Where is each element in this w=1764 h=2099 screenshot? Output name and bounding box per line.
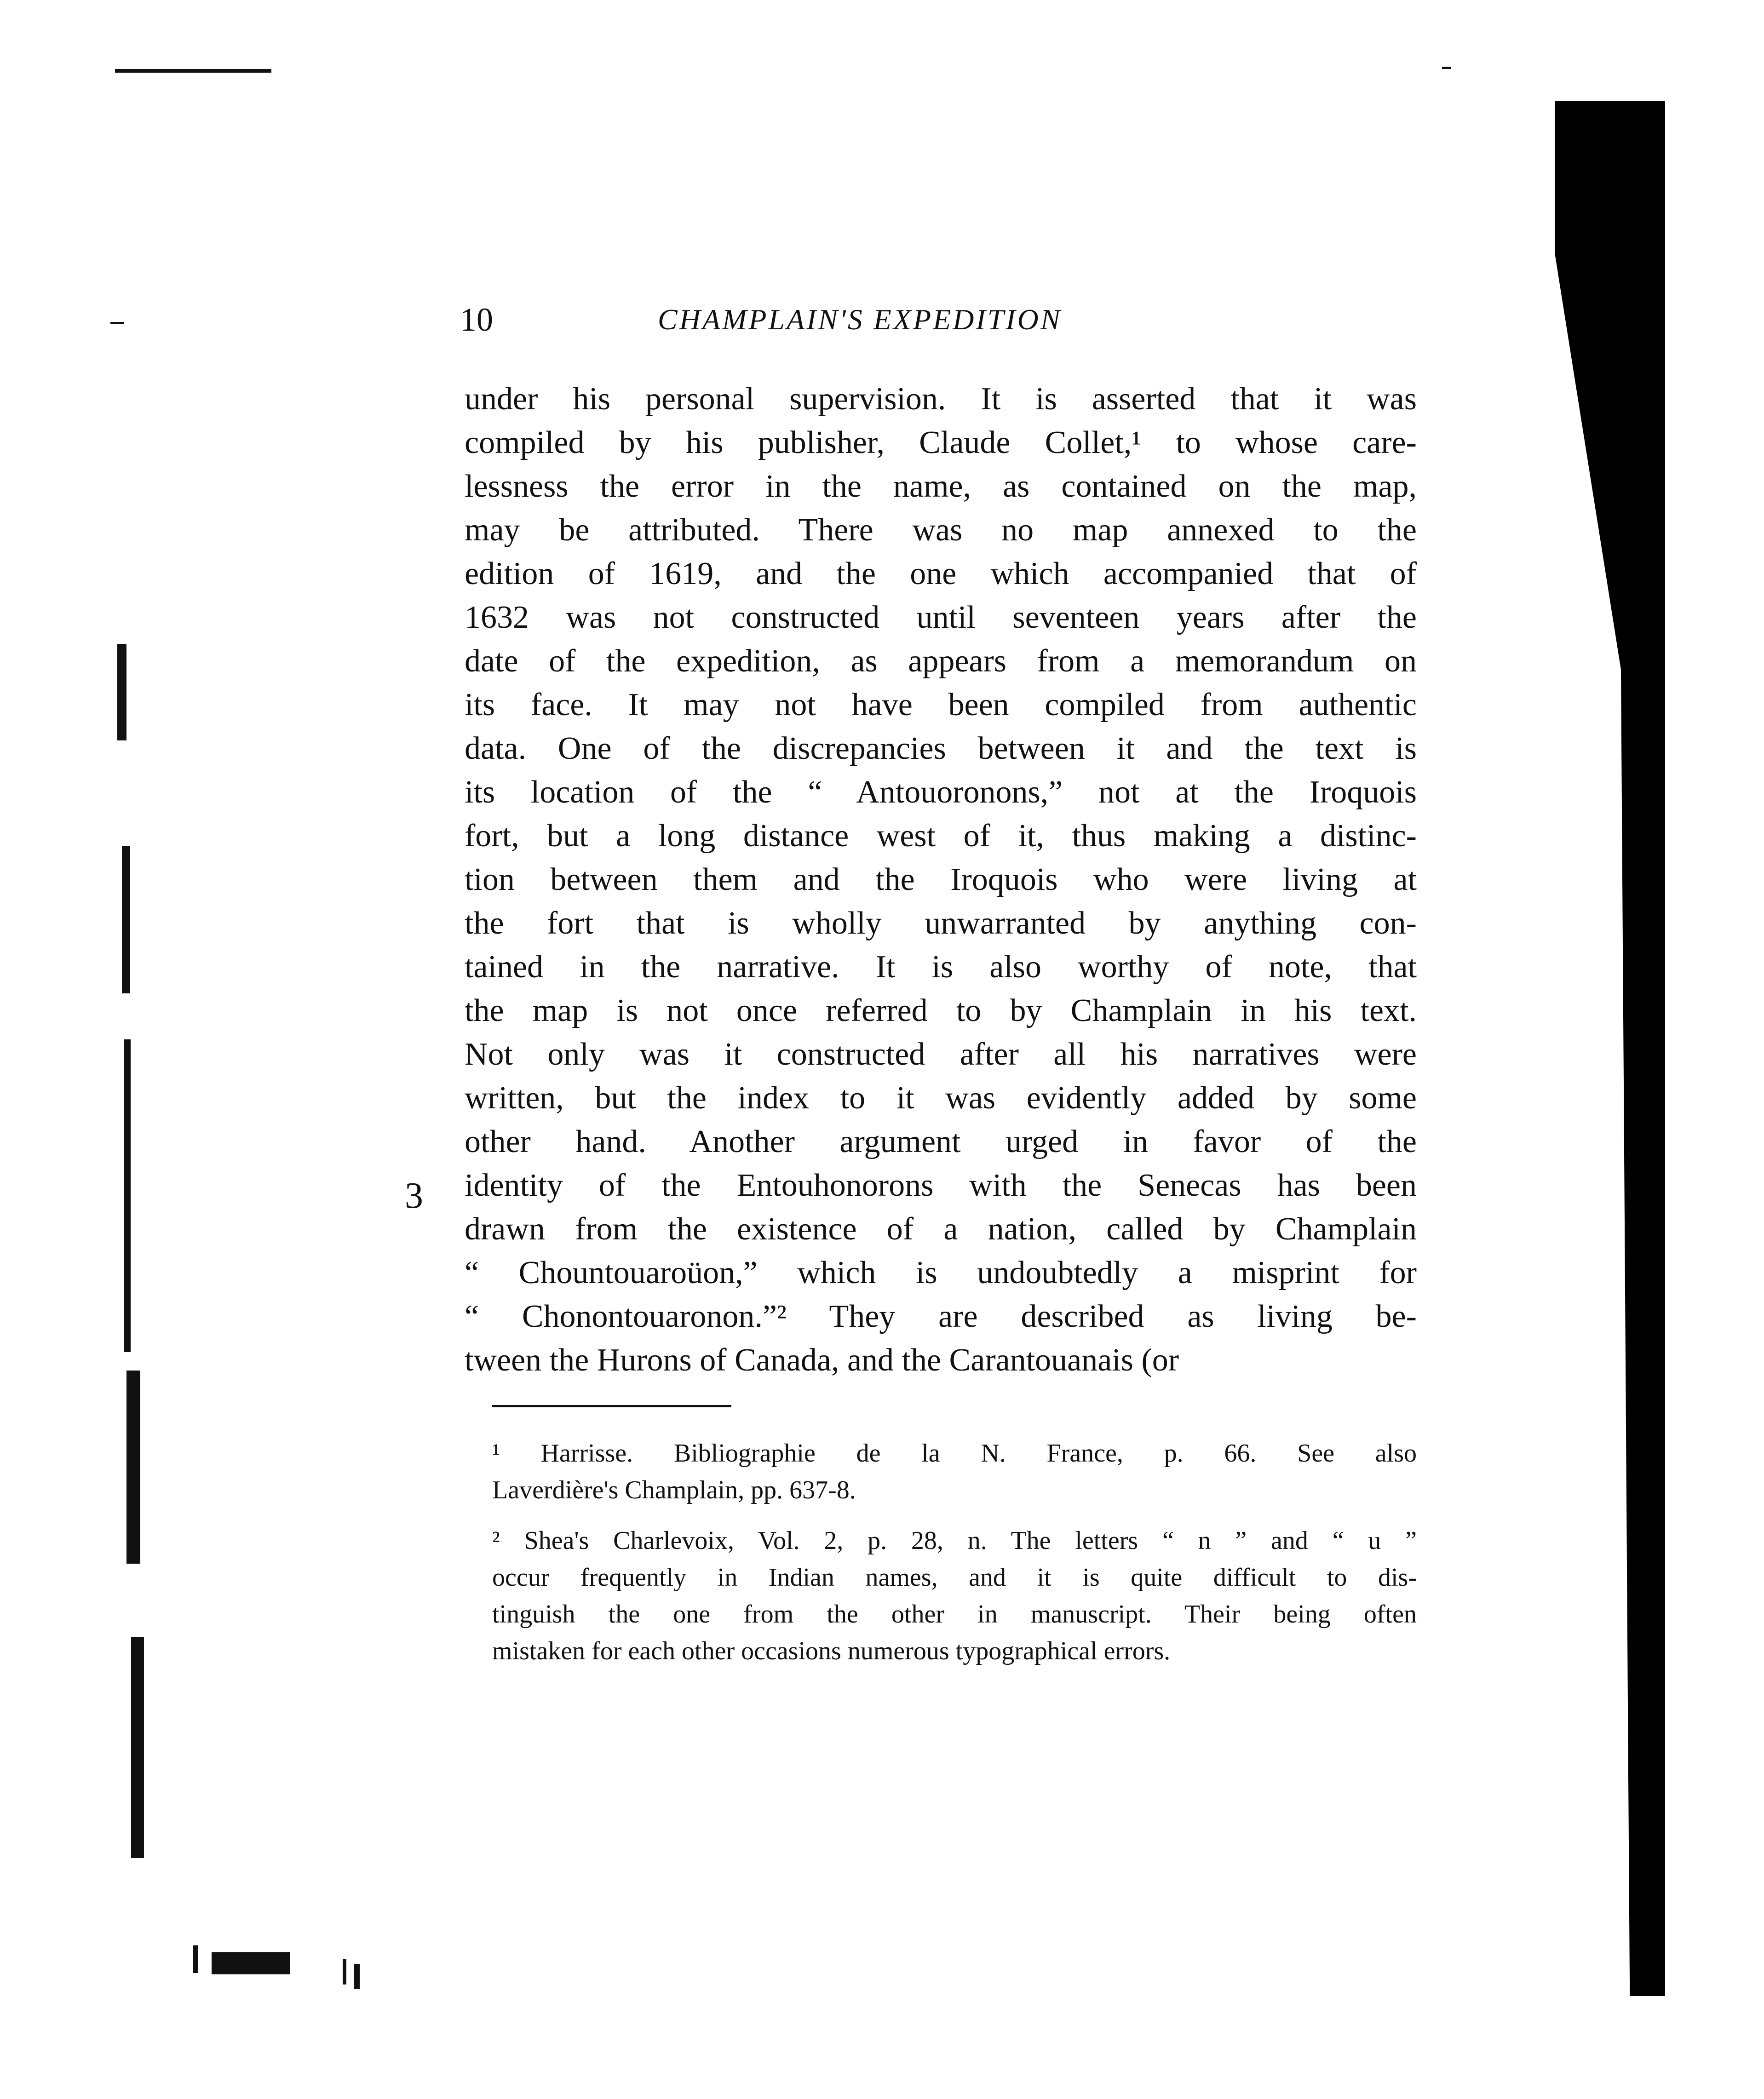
text-line: the fort that is wholly unwarranted by anything con- xyxy=(465,906,1417,941)
running-header xyxy=(460,294,1417,345)
scan-mark xyxy=(193,1945,198,1973)
text-line: edition of 1619, and the one which accompanied that of xyxy=(465,556,1417,591)
footnote-line: mistaken for each other occasions numerous typographical errors. xyxy=(492,1637,1171,1665)
footnote-line: ¹ Harrisse. Bibliographie de la N. France, p. 66. See also xyxy=(492,1439,1417,1468)
footnotes xyxy=(492,1435,1417,1669)
text-line: its location of the “ Antouoronons,” not at the Iroquois xyxy=(465,774,1417,810)
scan-mark xyxy=(1442,67,1451,69)
text-line: “ Chonontouaronon.”² They are described as living be- xyxy=(465,1299,1417,1334)
text-line: Not only was it constructed after all his narratives were xyxy=(465,1037,1417,1072)
footnote-line: Laverdière's Champlain, pp. 637-8. xyxy=(492,1476,856,1504)
footnote-line: tinguish the one from the other in manuscript. Their being often xyxy=(492,1600,1417,1629)
margin-mark: 3 xyxy=(405,1176,423,1216)
scan-mark xyxy=(131,1637,144,1858)
text-line: “ Chountouaroüon,” which is undoubtedly a misprint for xyxy=(465,1255,1417,1290)
scan-mark xyxy=(110,322,124,324)
body-text xyxy=(465,377,1417,1382)
text-line: tained in the narrative. It is also worthy of note, that xyxy=(465,949,1417,985)
scan-mark xyxy=(212,1952,290,1974)
footnote-line: ² Shea's Charlevoix, Vol. 2, p. 28, n. The letters “ n ” and “ u ” xyxy=(492,1526,1417,1555)
text-line: data. One of the discrepancies between it and the text is xyxy=(465,731,1417,766)
text-line: drawn from the existence of a nation, called by Champlain xyxy=(465,1211,1417,1247)
scan-mark xyxy=(124,1039,131,1352)
binding-shadow xyxy=(1555,101,1665,1996)
text-line: tween the Hurons of Canada, and the Carantouanais (or xyxy=(465,1342,1179,1378)
scan-mark xyxy=(343,1959,346,1984)
text-line: may be attributed. There was no map annexed to the xyxy=(465,512,1417,548)
footnote-2 xyxy=(492,1522,1417,1669)
text-line: fort, but a long distance west of it, thus making a distinc- xyxy=(465,818,1417,854)
scan-mark xyxy=(115,69,271,73)
text-line: the map is not once referred to by Champlain in his text. xyxy=(465,993,1417,1028)
footnote-rule xyxy=(492,1405,731,1407)
running-title: CHAMPLAIN'S EXPEDITION xyxy=(658,303,1062,336)
text-line: written, but the index to it was evidently added by some xyxy=(465,1080,1417,1116)
text-line: date of the expedition, as appears from a memorandum on xyxy=(465,643,1417,679)
text-line: lessness the error in the name, as contained on the map, xyxy=(465,469,1417,504)
scan-mark xyxy=(354,1964,360,1989)
scan-mark xyxy=(122,846,130,993)
text-line: under his personal supervision. It is asserted that it was xyxy=(465,381,1417,417)
footnote-1 xyxy=(492,1435,1417,1508)
page-number: 10 xyxy=(460,301,493,338)
scan-mark xyxy=(117,644,126,740)
scan-mark xyxy=(126,1371,140,1564)
footnote-line: occur frequently in Indian names, and it is quite difficult to dis- xyxy=(492,1563,1417,1592)
text-line: compiled by his publisher, Claude Collet,¹ to whose care- xyxy=(465,425,1417,460)
text-line: its face. It may not have been compiled from authentic xyxy=(465,687,1417,723)
text-line: 1632 was not constructed until seventeen years after the xyxy=(465,600,1417,635)
text-line: identity of the Entouhonorons with the Senecas has been xyxy=(465,1168,1417,1203)
text-line: tion between them and the Iroquois who were living at xyxy=(465,862,1417,897)
text-line: other hand. Another argument urged in favor of the xyxy=(465,1124,1417,1159)
